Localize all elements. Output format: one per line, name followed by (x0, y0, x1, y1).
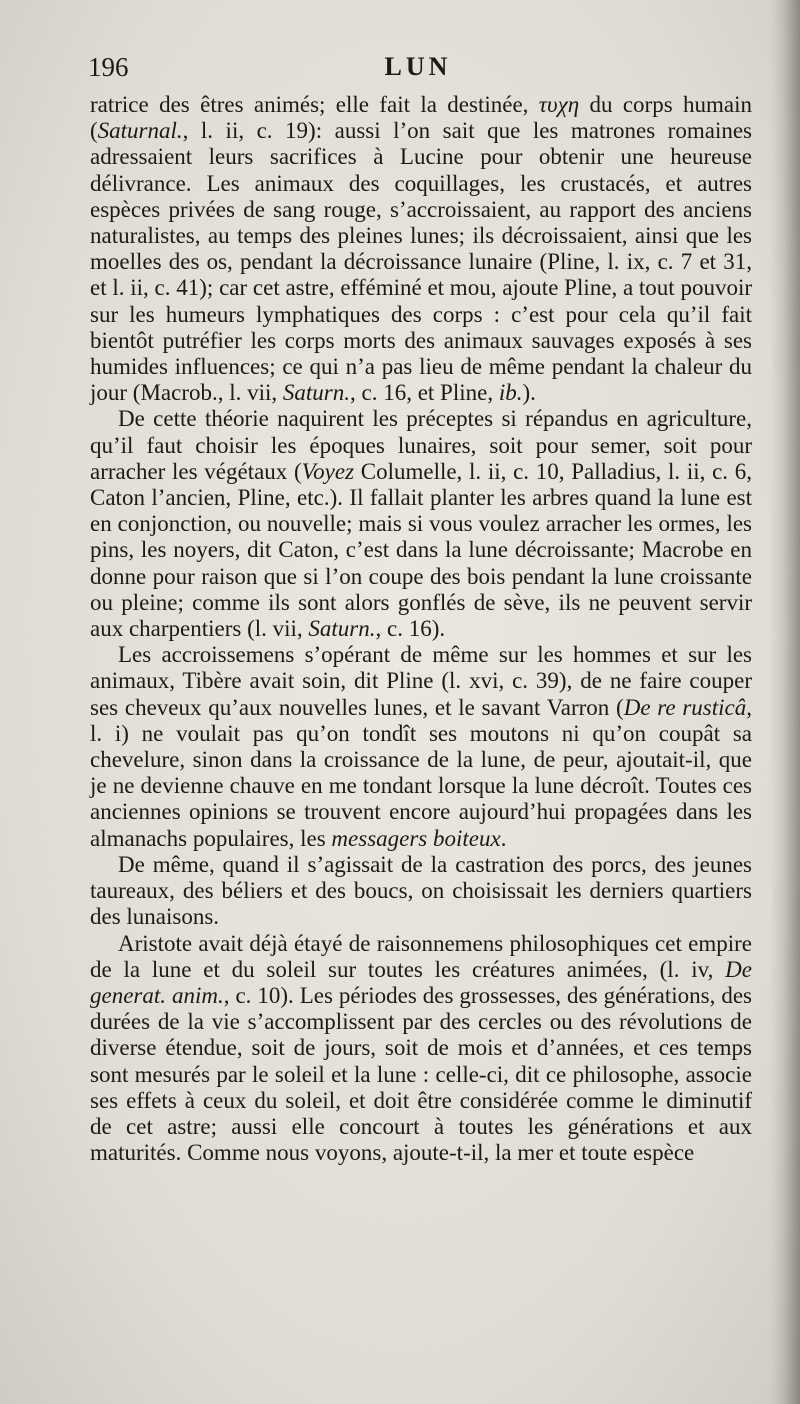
text-run: Aristote avait déjà étayé de raisonnemens philosophiques cet empire de la lune et du soleil sur toutes les créatures animées, (l. iv, (90, 930, 752, 982)
paragraph (90, 406, 752, 642)
italic-text: Saturn. (308, 616, 376, 642)
page-header (88, 52, 748, 90)
text-run: , l. i) ne voulait pas qu’on tondît ses moutons ni qu’on coupât sa chevelure, sinon dans la croissance de la lune, de peur, ajoutait-il, que je ne devienne chauve en me tondant lorsque la lune décroît. Toutes ces anciennes opinions se trouvent encore aujourd’hui propagées dans les almanachs populaires, les (90, 694, 752, 851)
text-run: , l. ii, c. 19): aussi l’on sait que les matrones romaines adressaient leurs sacrifices à Lucine pour obtenir une heureuse délivrance. Les animaux des coquillages, les crustacés, et autres espèces privées de sang rouge, s’accroissaient, au rapport des anciens naturalistes, au temps des pleines lunes; ils décroissaient, ainsi que les moelles des os, pendant la décroissance lunaire (Pline, l. ix, c. 7 et 31, et l. ii, c. 41); car cet astre, efféminé et mou, ajoute Pline, a tout pouvoir sur les humeurs lymphatiques des corps : c’est pour cela qu’il fait bientôt putréfier les corps morts des animaux sauvages exposés à ses humides influences; ce qui n’a pas lieu de même pendant la chaleur du jour (Macrob., l. vii, (90, 118, 752, 406)
paragraph (90, 931, 752, 1167)
italic-text: De generat. anim. (90, 956, 752, 1008)
text-run: Les accroissemens s’opérant de même sur les hommes et sur les animaux, Tibère avait soin, dit Pline (l. xvi, c. 39), de ne faire couper ses cheveux qu’aux nouvelles lunes, et le savant Varron ( (90, 642, 752, 720)
body-text (90, 92, 752, 1166)
text-run: ratrice des êtres animés; elle fait la destinée, (90, 92, 539, 117)
paragraph (90, 852, 752, 931)
text-run: ). (522, 380, 536, 406)
paragraph (90, 92, 752, 406)
italic-text: Saturnal. (97, 118, 183, 144)
running-head: LUN (384, 52, 452, 81)
text-run: , c. 16). (375, 616, 446, 642)
italic-text: Saturn. (282, 380, 350, 406)
text-run: De même, quand il s’agissait de la castration des porcs, des jeunes taureaux, des béliers et des boucs, on choisissait les derniers quartiers des lunaisons. (90, 851, 752, 930)
page-gutter-shadow (770, 0, 800, 1404)
italic-text: ib. (498, 380, 523, 406)
text-run: , c. 10). Les périodes des grossesses, des générations, des durées de la vie s’accomplissent par des cercles ou des révolutions de diverse étendue, soit de jours, soit de mois et d’années, et ces temps sont mesurés par le soleil et la lune : celle-ci, dit ce philosophe, associe ses effets à ceux du soleil, et doit être considérée comme le diminutif de cet astre; aussi elle concourt à toutes les générations et aux maturités. Comme nous voyons, ajoute-t-il, la mer et toute espèce (90, 982, 752, 1166)
text-run: Columelle, l. ii, c. 10, Palladius, l. ii, c. 6, Caton l’ancien, Pline, etc.). Il fallait planter les arbres quand la lune est en conjonction, ou nouvelle; mais si vous voulez arracher les ormes, les pins, les noyers, dit Caton, c’est dans la lune décroissante; Macrobe en donne pour raison que si l’on coupe des bois pendant la lune croissante ou pleine; comme ils sont alors gonflés de sève, ils ne peuvent servir aux charpentiers (l. vii, (90, 458, 752, 642)
text-run: du corps humain ( (90, 92, 752, 144)
italic-text: Voyez (301, 458, 355, 484)
italic-text: De re rusticâ (623, 694, 747, 720)
text-run: De cette théorie naquirent les préceptes si répandus en agriculture, qu’il faut choisir les époques lunaires, soit pour semer, soit pour arracher les végétaux ( (90, 406, 752, 484)
text-run: , c. 16, et Pline, (350, 380, 499, 406)
page-number: 196 (88, 52, 129, 82)
paragraph (90, 642, 752, 852)
italic-text: messagers boiteux (331, 825, 501, 851)
text-run: . (500, 825, 507, 851)
italic-text: τυχη (538, 92, 580, 117)
